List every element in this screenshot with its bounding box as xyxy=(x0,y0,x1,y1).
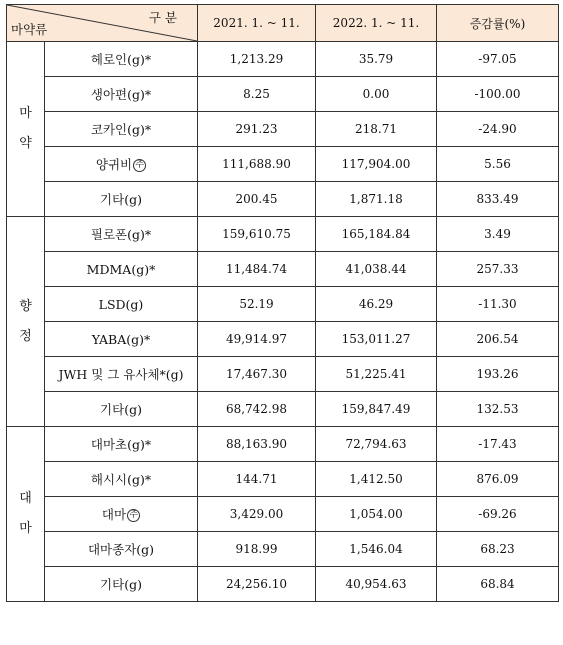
table-row xyxy=(7,392,559,427)
value-2022-cell: 153,011.27 xyxy=(316,322,437,357)
group-label-char: 향 xyxy=(19,298,32,314)
table-row xyxy=(7,357,559,392)
change-rate-cell: -100.00 xyxy=(437,77,559,112)
value-2022-cell: 72,794.63 xyxy=(316,427,437,462)
drug-name: 필로폰(g)* xyxy=(90,227,152,242)
change-rate-cell: 206.54 xyxy=(437,322,559,357)
table-row xyxy=(7,497,559,532)
value-2022-cell: 1,054.00 xyxy=(316,497,437,532)
value-2021-cell: 111,688.90 xyxy=(198,147,316,182)
table-body xyxy=(7,42,559,602)
value-2022-cell: 51,225.41 xyxy=(316,357,437,392)
value-2022-cell: 41,038.44 xyxy=(316,252,437,287)
drug-name: JWH 및 그 유사체*(g) xyxy=(58,367,184,382)
value-2021-cell: 291.23 xyxy=(198,112,316,147)
table-row xyxy=(7,462,559,497)
value-2022-cell: 1,546.04 xyxy=(316,532,437,567)
change-rate-cell: -17.43 xyxy=(437,427,559,462)
group-label xyxy=(7,42,45,217)
value-2022-cell: 117,904.00 xyxy=(316,147,437,182)
value-2021-cell: 49,914.97 xyxy=(198,322,316,357)
group-label-char: 마 xyxy=(19,106,32,121)
drug-name-cell xyxy=(45,147,198,182)
table-row xyxy=(7,252,559,287)
drug-name-cell xyxy=(45,567,198,602)
drug-name-cell xyxy=(45,357,198,392)
value-2021-cell: 918.99 xyxy=(198,532,316,567)
value-2022-cell: 1,871.18 xyxy=(316,182,437,217)
value-2022-cell: 46.29 xyxy=(316,287,437,322)
drug-name-cell xyxy=(45,182,198,217)
change-rate-header: 증감률(%) xyxy=(437,5,559,42)
table-row xyxy=(7,217,559,252)
group-label-char: 마 xyxy=(19,521,32,536)
corner-header-cell xyxy=(7,5,198,42)
drug-name: LSD(g) xyxy=(98,296,144,312)
table-row xyxy=(7,147,559,182)
drug-name: 양귀비 xyxy=(95,157,133,172)
value-2022-cell: 40,954.63 xyxy=(316,567,437,602)
change-rate-cell: -11.30 xyxy=(437,287,559,322)
header-row xyxy=(7,5,559,42)
value-2021-cell: 52.19 xyxy=(198,287,316,322)
value-2021-cell: 8.25 xyxy=(198,77,316,112)
category-header-label: 구 분 xyxy=(148,10,177,25)
unit-badge: 주 xyxy=(133,159,146,172)
change-rate-cell: 68.84 xyxy=(437,567,559,602)
value-2021-cell: 144.71 xyxy=(198,462,316,497)
group-label xyxy=(7,427,45,602)
table-row xyxy=(7,427,559,462)
drug-name: YABA(g)* xyxy=(91,331,151,347)
drug-name: 대마초(g)* xyxy=(90,437,152,452)
value-2022-cell: 35.79 xyxy=(316,42,437,77)
table-row xyxy=(7,287,559,322)
table-row xyxy=(7,567,559,602)
drug-name-cell xyxy=(45,392,198,427)
drug-seizure-table xyxy=(6,4,559,602)
drug-name: 기타(g) xyxy=(100,577,142,592)
table-row xyxy=(7,182,559,217)
table-row xyxy=(7,112,559,147)
drug-name-cell xyxy=(45,217,198,252)
value-2022-cell: 218.71 xyxy=(316,112,437,147)
change-rate-cell: 5.56 xyxy=(437,147,559,182)
drug-name-cell xyxy=(45,497,198,532)
value-2021-cell: 159,610.75 xyxy=(198,217,316,252)
period-2021-header: 2021. 1. ~ 11. xyxy=(198,5,316,42)
group-label-char: 대 xyxy=(19,491,32,506)
drug-name-cell xyxy=(45,77,198,112)
change-rate-cell: 68.23 xyxy=(437,532,559,567)
drug-name: MDMA(g)* xyxy=(86,261,156,277)
change-rate-cell: 833.49 xyxy=(437,182,559,217)
value-2022-cell: 159,847.49 xyxy=(316,392,437,427)
value-2022-cell: 0.00 xyxy=(316,77,437,112)
drug-name: 생아편(g)* xyxy=(90,87,152,102)
table-row xyxy=(7,42,559,77)
table-row xyxy=(7,322,559,357)
drug-name-cell xyxy=(45,112,198,147)
change-rate-cell: 257.33 xyxy=(437,252,559,287)
drug-name-cell xyxy=(45,532,198,567)
value-2021-cell: 88,163.90 xyxy=(198,427,316,462)
drug-name-cell xyxy=(45,462,198,497)
change-rate-cell: 876.09 xyxy=(437,462,559,497)
group-label xyxy=(7,217,45,427)
change-rate-cell: 3.49 xyxy=(437,217,559,252)
drug-name-cell xyxy=(45,42,198,77)
value-2021-cell: 200.45 xyxy=(198,182,316,217)
unit-badge: 주 xyxy=(127,509,140,522)
value-2021-cell: 3,429.00 xyxy=(198,497,316,532)
value-2022-cell: 165,184.84 xyxy=(316,217,437,252)
value-2021-cell: 17,467.30 xyxy=(198,357,316,392)
drug-name: 해시시(g)* xyxy=(90,472,152,487)
drug-name-cell xyxy=(45,252,198,287)
drug-name: 대마종자(g) xyxy=(87,542,155,557)
change-rate-cell: 193.26 xyxy=(437,357,559,392)
value-2022-cell: 1,412.50 xyxy=(316,462,437,497)
table-row xyxy=(7,532,559,567)
value-2021-cell: 1,213.29 xyxy=(198,42,316,77)
drug-name: 기타(g) xyxy=(100,402,142,417)
drug-name-cell xyxy=(45,287,198,322)
group-label-char: 약 xyxy=(19,136,32,151)
drug-name: 기타(g) xyxy=(100,192,142,207)
value-2021-cell: 11,484.74 xyxy=(198,252,316,287)
drug-name: 헤로인(g)* xyxy=(90,52,152,67)
change-rate-cell: -24.90 xyxy=(437,112,559,147)
change-rate-cell: -97.05 xyxy=(437,42,559,77)
drug-name-cell xyxy=(45,427,198,462)
period-2022-header: 2022. 1. ~ 11. xyxy=(316,5,437,42)
change-rate-cell: 132.53 xyxy=(437,392,559,427)
value-2021-cell: 24,256.10 xyxy=(198,567,316,602)
change-rate-cell: -69.26 xyxy=(437,497,559,532)
drug-name: 대마 xyxy=(101,507,127,522)
drug-name: 코카인(g)* xyxy=(90,122,152,137)
drug-type-header-label: 마약류 xyxy=(11,22,48,37)
group-label-char: 정 xyxy=(19,328,32,344)
value-2021-cell: 68,742.98 xyxy=(198,392,316,427)
drug-name-cell xyxy=(45,322,198,357)
table-row xyxy=(7,77,559,112)
